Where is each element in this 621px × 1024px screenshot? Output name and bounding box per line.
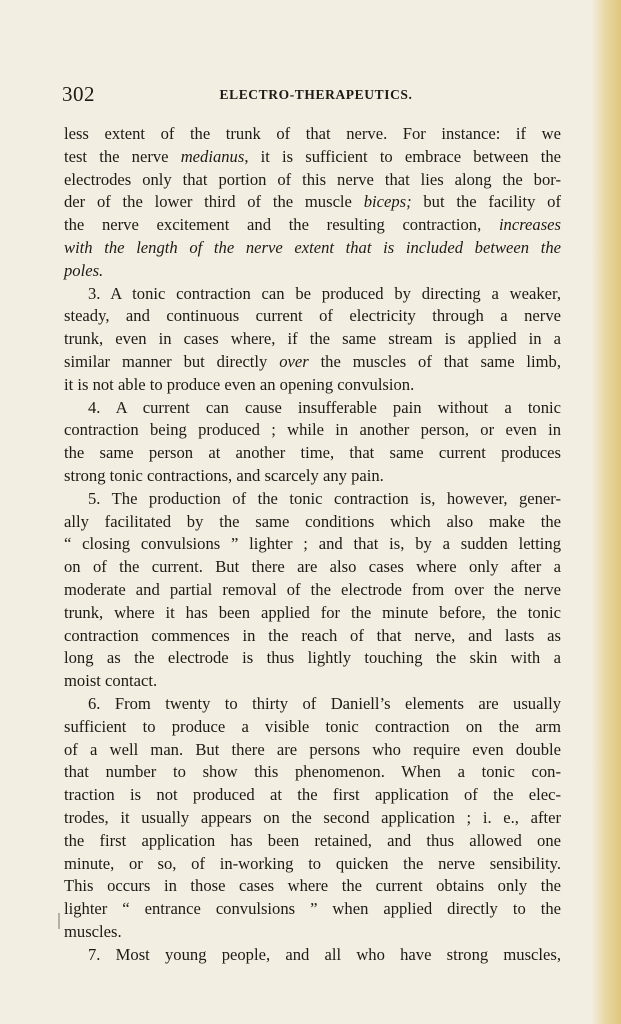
paragraph-3-start: 3. A tonic contraction can be produced by directing a weaker,: [88, 283, 561, 303]
paragraph-5-start: 5. The production of the tonic contraction is, however, gener-: [88, 488, 561, 508]
text-line: the nerve excitement and the resulting contraction, increases: [64, 215, 561, 235]
text-line: lighter “ entrance convulsions ” when applied directly to the: [64, 899, 561, 919]
text-line: similar manner but directly over the muscles of that same limb,: [64, 351, 562, 371]
italic-term-over: over: [279, 351, 309, 371]
text-line: contraction commences in the reach of that nerve, and lasts as: [64, 625, 561, 645]
text-line: strong tonic contractions, and scarcely any pain.: [64, 465, 384, 485]
text-line: steady, and continuous current of electricity through a nerve: [64, 306, 561, 326]
page-edge-shading: [591, 0, 621, 1024]
text-line: ally facilitated by the same conditions which also make the: [64, 511, 561, 531]
italic-emphasis: poles.: [64, 260, 104, 280]
italic-emphasis: increases: [498, 215, 561, 235]
text-line: it is not able to produce even an opening convulsion.: [64, 374, 415, 394]
italic-emphasis: with the length of the nerve extent that is included between the: [64, 237, 561, 257]
body-text: [64, 123, 561, 966]
text-line: “ closing convulsions ” lighter ; and that is, by a sudden letting: [64, 534, 561, 554]
margin-mark: [58, 913, 60, 929]
text-line: contraction being produced ; while in another person, or even in: [64, 420, 561, 440]
italic-term-medianus: medianus: [180, 146, 245, 166]
text-line: minute, or so, of in-working to quicken the nerve sensibility.: [64, 853, 561, 873]
text-line: long as the electrode is thus lightly touching the skin with a: [64, 648, 561, 668]
text-line: muscles.: [64, 921, 122, 941]
running-head: ELECTRO-THERAPEUTICS.: [219, 87, 413, 102]
text-line: trunk, where it has been applied for the minute before, the tonic: [64, 602, 561, 622]
text-line: the first application has been retained, and thus allowed one: [64, 830, 561, 850]
text-line: moderate and partial removal of the electrode from over the nerve: [64, 579, 561, 599]
text-line: moist contact.: [64, 671, 158, 691]
text-line: [64, 237, 561, 260]
text-line: trodes, it usually appears on the second application ; i. e., after: [64, 807, 561, 827]
page-number: 302: [62, 82, 95, 106]
text-line: the same person at another time, that same current produces: [64, 443, 561, 463]
text-line: traction is not produced at the first application of the elec-: [64, 785, 561, 805]
text-line: less extent of the trunk of that nerve. For instance: if we: [64, 124, 561, 143]
italic-term-biceps: biceps;: [363, 192, 412, 212]
text-line: of a well man. But there are persons who require even double: [64, 739, 561, 759]
text-line: on of the current. But there are also cases where only after a: [64, 557, 561, 577]
page-header: [62, 82, 562, 106]
text-line: This occurs in those cases where the current obtains only the: [64, 876, 561, 896]
text-line: test the nerve medianus, it is sufficient to embrace between the: [64, 146, 561, 166]
text-line: der of the lower third of the muscle biceps; but the facility of: [64, 192, 561, 212]
paragraph-6-start: 6. From twenty to thirty of Daniell’s elements are usually: [88, 693, 561, 713]
text-line: electrodes only that portion of this nerve that lies along the bor-: [64, 169, 561, 189]
text-line: sufficient to produce a visible tonic contraction on the arm: [64, 716, 561, 736]
paragraph-4-start: 4. A current can cause insufferable pain without a tonic: [88, 397, 561, 417]
text-line: [64, 260, 561, 283]
text-line: trunk, even in cases where, if the same stream is applied in a: [64, 329, 561, 349]
paragraph-7-start: 7. Most young people, and all who have strong muscles,: [88, 944, 561, 964]
text-line: that number to show this phenomenon. When a tonic con-: [64, 762, 561, 782]
